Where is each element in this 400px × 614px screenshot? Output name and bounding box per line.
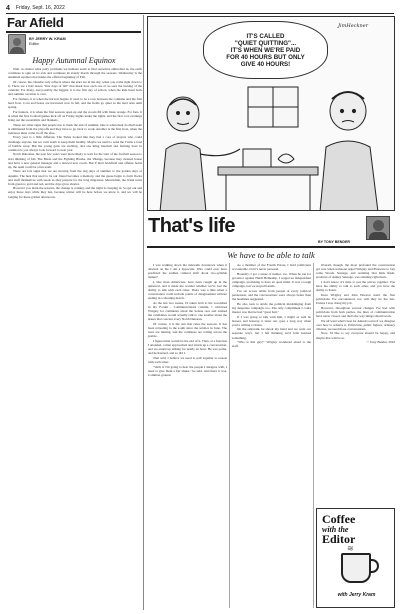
body-paragraph: Of course, it is the sun that rules the seasons. It has been retreating to the south since the solstice in June. The trees are turning, and the combines are rolling across the prairie.	[148, 322, 227, 339]
body-paragraph: However, throughout several changes I've had with politicians from both parties, the lines of communication have never closed, and that's the way things should work.	[316, 305, 395, 318]
mug-handle-icon	[369, 559, 379, 573]
body-paragraph: For farmers, it is when the harvest begins. It used to be a race between the combine and the first hard frost. Corn and beans are harvested now in fall, and the fields go quiet as the land rests until spring.	[8, 96, 142, 110]
cartoon-signature: JimHeckner	[338, 23, 369, 29]
body-paragraph: As a member of the Fourth Estate, I hold politicians accountable, but it's never personal.	[232, 263, 311, 272]
body-paragraph: Well, no matter what petty problems we humans seem to find ourselves embroiled in, the earth continues to spin on its axis and continues its stately march through the seasons. Wednesday is the autumnal equinox that marks the official beginning of Fall.	[8, 67, 142, 80]
body-paragraph: For hunters, it is when the first seasons open up and the woods fill with blaze orange. For fans, it is when the first football games kick off on Friday nights under the lights, and the first cool evenings bring out the sweatshirts and blankets.	[8, 109, 142, 122]
ad-title-line: Editor	[322, 532, 356, 546]
caption-line: IT'S WHEN WE'RE PAID	[230, 46, 301, 54]
body-paragraph: If I was going to talk with him, I might as well be honest, and honesty, it turns out, goes a long way when you're willing to listen.	[232, 314, 311, 327]
byline: BY JERRY W. KRAM	[29, 37, 66, 41]
body-paragraph: I, like most Americans, have been caught up in the upheaval, and it made me wonder whether we've lost the ability to talk with each other. There was a time when a conversation could include points of disagreement without ending in a shouting match.	[148, 279, 227, 301]
body-paragraph: We all want what's best for America even if we disagree over how to achieve it. Politicians, public figures, ordinary citizens, we need those conversations.	[316, 318, 395, 331]
steam-icon: ≋	[347, 544, 354, 553]
body-paragraph: However you mark the seasons, the change is coming, and the night is creeping in. So get out and enjoy these days while they last, because winter will be here before we know it, and we will be longing for these golden afternoons.	[8, 186, 142, 199]
body-paragraph: Of course, the calendar only reflects where the stars are in the sky, when you come right down to it. There are a half dozen "first days of fall" that mark how each one of us sees the turning of the calendar. For many, and possibly the biggest, it is the first day of school, when the kids head back and summer vacation is over.	[8, 79, 142, 97]
body-paragraph: Every year is a little different. The Twins looked like they had a core of players who could challenge anyone, but we can't seem to keep them healthy. Maybe we need to send the Twins a load of bubble wrap. But the young guns are exciting, and one thing baseball and farming have in common is you always look forward to next year.	[8, 135, 142, 152]
body-paragraph: Now, I'd like to say everyone should be happy, and maybe that will be so.	[316, 331, 395, 340]
thats-life-col-3	[316, 263, 395, 505]
copyright-line: © Tony Bender, 2022	[366, 340, 395, 345]
caption-line: GIVE 40 HOURS!	[240, 60, 291, 68]
date-line: Friday, Sept. 16, 2022	[15, 5, 65, 11]
body-paragraph: I was walking down the sidewalk downtown when it dawned on me I am a hypocrite. Who could ever have predicted the sudden cultural shift about two-syllable names?	[148, 263, 227, 280]
coffee-mug-icon	[341, 553, 371, 583]
body-paragraph: Honestly, I got a sense of humor, too. When he ran for governor against Heidi Heitkamp, I waged an independent campaign, promising to have an open mind. It was a tough campaign, but we stayed friends.	[232, 271, 311, 289]
body-paragraph: He also took to stride the political mudslinging from my desperate campaign, too. The only compliment I could muster was that he had "great hair."	[232, 301, 311, 314]
page-header	[6, 4, 394, 12]
ad-title-line: Coffee	[322, 512, 356, 526]
byline-role: Editor	[29, 42, 39, 46]
caption-line: "QUIET QUITTING"...	[234, 39, 297, 47]
section-title: Far Afield	[7, 15, 64, 30]
body-paragraph: Overall, though, the most profound the conversation got was when someone urged Wrigley and Elsewere to buy some Woods Sausage, and realizing that Kirk Rush, producer of Ashley Sausage, was standing right there.	[316, 263, 395, 280]
column-divider	[229, 263, 230, 608]
header-rule	[6, 13, 394, 14]
body-paragraph: "Well, if I'm going to hear the people I disagree with, I need to give them a fair shake," he said. And there it was. Common ground.	[148, 364, 227, 377]
body-paragraph: North Dakotans, the past few years were more likely to wait for the start of the football season to start thinking of fall. The Bison and the Fighting Hawks, the Vikings, because they cleaned house and have a new general manager and a shrewd new coach. But if their backfield and offense holds up, the team could be a fun team.	[8, 152, 142, 169]
far-afield-body	[8, 67, 142, 607]
thats-life-col-1	[148, 263, 227, 608]
body-paragraph: Dave Wrigley and John Hoeven aren't the first politicians I've encountered, nor will they be the last. Unless I stop doing my job.	[316, 292, 395, 306]
body-paragraph: I've sat across tables from people of every political persuasion, and the conversations were always better than the headlines suggested.	[232, 288, 311, 301]
ad-title-line: with the	[322, 525, 349, 534]
body-paragraph: I don't know, it's time to put the pieces together. You have the ability to talk to each other, and you have the ability to listen.	[316, 279, 395, 293]
body-paragraph: On the sidewalk, he shook my hand and we went our separate ways, but I left thinking we'd both learned something.	[232, 327, 311, 340]
body-paragraph: These are other signs that people use to mark the end of summer. One is when their football team is eliminated from the playoffs and they have to go back to work. Another is the first frost, when the tomatoes must come in off the vine.	[8, 122, 142, 135]
body-paragraph: I figured that would be the end of it. Then, at a function I attended, a man approached and struck up a conversation, and we ended up talking for nearly an hour. He was polite, and he listened, and so did I.	[148, 339, 227, 356]
column-title: That's life	[148, 215, 236, 237]
column-byline: BY TONY BENDER	[318, 240, 350, 244]
caption-line: IT'S CALLED	[246, 32, 285, 40]
cartoon-illustration	[148, 79, 395, 211]
body-paragraph: "Who is this guy?" Wrigley wondered aloud to the staff.	[232, 340, 311, 349]
section-rule	[6, 31, 141, 33]
column-rule	[147, 246, 395, 248]
caption-line: FOR 40 HOURS BUT ONLY	[226, 53, 305, 61]
page-number: 4	[6, 4, 10, 12]
body-paragraph: That said, I believe we need to pull together to reason with each other.	[148, 356, 227, 365]
editorial-cartoon	[147, 16, 395, 211]
body-paragraph: As the last two weeks, I'd taken both to the woodshed in my Forum - Communications column. I criticized Wrigley for comments about the Senate race and wished the candidates would actually talk to one another about the issues that concern every North Dakotan.	[148, 301, 227, 322]
column-headline: We have to be able to talk	[227, 250, 315, 260]
ad-subtitle: with Jerry Kram	[337, 592, 376, 598]
thats-life-col-2	[232, 263, 311, 608]
ad-title	[322, 514, 370, 545]
body-paragraph: There are lots signs that we are moving from the dog days of summer to the golden days of autumn. The heat that used to be our friend becomes a memory, and the geese begin to form flocks and stuff themselves with seeds as they prepare for the long migration. Meanwhile, the brush turns from green to gold and red, and the days grow shorter.	[8, 169, 142, 186]
speech-bubble	[203, 21, 328, 79]
author-photo	[8, 34, 26, 54]
columnist-photo	[366, 216, 390, 240]
column-headline: Happy Autumnal Equinox	[32, 56, 116, 65]
column-divider	[313, 263, 314, 608]
coffee-with-editor-ad	[316, 508, 395, 608]
column-divider	[143, 15, 144, 610]
